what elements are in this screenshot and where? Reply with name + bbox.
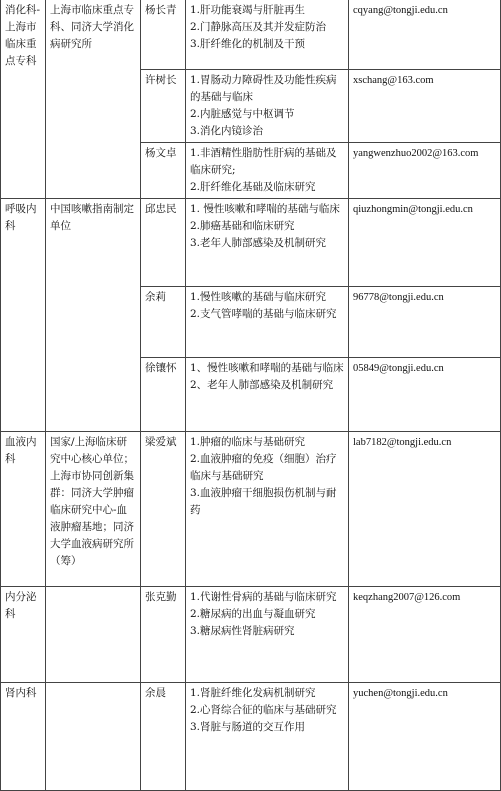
base-cell bbox=[46, 0, 141, 199]
email-text: lab7182@tongji.edu.cn bbox=[353, 437, 452, 448]
direction-item: 2.支气管哮喘的基础与临床研究 bbox=[190, 308, 337, 320]
email-cell bbox=[349, 358, 501, 432]
researcher-name: 杨文卓 bbox=[145, 147, 177, 159]
base-cell bbox=[46, 432, 141, 587]
direction-cell bbox=[186, 358, 349, 432]
research-base: 上海市临床重点专科、同济大学消化病研究所 bbox=[50, 4, 134, 50]
direction-item: 2.内脏感觉与中枢调节 bbox=[190, 108, 295, 120]
direction-item: 1. 慢性咳嗽和哮喘的基础与临床 bbox=[190, 203, 340, 215]
name-cell bbox=[141, 0, 186, 70]
email-text: 05849@tongji.edu.cn bbox=[353, 363, 444, 374]
direction-item: 2.肝纤维化基础及临床研究 bbox=[190, 181, 316, 193]
direction-cell bbox=[186, 432, 349, 587]
name-cell bbox=[141, 143, 186, 199]
direction-cell bbox=[186, 70, 349, 143]
direction-item: 2.门静脉高压及其并发症防治 bbox=[190, 21, 327, 33]
researcher-name: 杨长青 bbox=[145, 4, 177, 16]
base-cell bbox=[46, 683, 141, 791]
department-cell bbox=[1, 683, 46, 791]
department-name: 内分泌科 bbox=[5, 591, 37, 620]
direction-item: 2.糖尿病的出血与凝血研究 bbox=[190, 608, 316, 620]
table-row bbox=[1, 432, 501, 587]
department-cell bbox=[1, 432, 46, 587]
researcher-name: 许树长 bbox=[145, 74, 177, 86]
email-text: keqzhang2007@126.com bbox=[353, 592, 461, 603]
email-text: yangwenzhuo2002@163.com bbox=[353, 148, 479, 159]
department-cell bbox=[1, 0, 46, 199]
name-cell bbox=[141, 432, 186, 587]
direction-item: 1.代谢性骨病的基础与临床研究 bbox=[190, 591, 337, 603]
email-cell bbox=[349, 587, 501, 683]
direction-item: 3.消化内镜诊治 bbox=[190, 125, 264, 137]
direction-cell bbox=[186, 683, 349, 791]
direction-item: 1.肿瘤的临床与基础研究 bbox=[190, 436, 306, 448]
department-cell bbox=[1, 199, 46, 432]
department-name: 血液内科 bbox=[5, 436, 37, 465]
name-cell bbox=[141, 358, 186, 432]
direction-item: 3.肾脏与肠道的交互作用 bbox=[190, 721, 306, 733]
base-cell bbox=[46, 199, 141, 432]
direction-item: 2.肺癌基础和临床研究 bbox=[190, 220, 295, 232]
name-cell bbox=[141, 70, 186, 143]
email-text: 96778@tongji.edu.cn bbox=[353, 292, 444, 303]
name-cell bbox=[141, 287, 186, 358]
department-name: 肾内科 bbox=[5, 687, 37, 699]
name-cell bbox=[141, 587, 186, 683]
email-text: cqyang@tongji.edu.cn bbox=[353, 5, 448, 16]
direction-item: 3.血液肿瘤干细胞损伤机制与耐药 bbox=[190, 487, 337, 516]
email-text: xschang@163.com bbox=[353, 75, 434, 86]
email-cell bbox=[349, 143, 501, 199]
email-text: yuchen@tongji.edu.cn bbox=[353, 688, 448, 699]
researcher-name: 张克勤 bbox=[145, 591, 177, 603]
direction-item: 2、老年人肺部感染及机制研究 bbox=[190, 379, 334, 391]
research-base: 国家/上海临床研究中心核心单位；上海市协同创新集群：同济大学肿瘤临床研究中心-血液肿瘤基地；同济大学血液病研究所（筹） bbox=[50, 436, 134, 567]
email-text: qiuzhongmin@tongji.edu.cn bbox=[353, 204, 473, 215]
direction-cell bbox=[186, 287, 349, 358]
email-cell bbox=[349, 432, 501, 587]
department-name: 呼吸内科 bbox=[5, 203, 37, 232]
table-row bbox=[1, 199, 501, 287]
direction-item: 1.非酒精性脂肪性肝病的基础及临床研究; bbox=[190, 147, 337, 176]
direction-cell bbox=[186, 199, 349, 287]
direction-item: 2.血液肿瘤的免疫（细胞）治疗临床与基础研究 bbox=[190, 453, 337, 482]
direction-item: 3.老年人肺部感染及机制研究 bbox=[190, 237, 327, 249]
email-cell bbox=[349, 287, 501, 358]
research-base: 中国咳嗽指南制定单位 bbox=[50, 203, 134, 232]
department-cell bbox=[1, 587, 46, 683]
researcher-name: 余莉 bbox=[145, 291, 166, 303]
direction-item: 1.肾脏纤维化发病机制研究 bbox=[190, 687, 316, 699]
direction-cell bbox=[186, 0, 349, 70]
direction-item: 3.肝纤维化的机制及干预 bbox=[190, 38, 306, 50]
direction-item: 1.胃肠动力障碍性及功能性疾病的基础与临床 bbox=[190, 74, 337, 103]
name-cell bbox=[141, 683, 186, 791]
base-cell bbox=[46, 587, 141, 683]
researcher-name: 梁爱斌 bbox=[145, 436, 177, 448]
direction-item: 2.心肾综合征的临床与基础研究 bbox=[190, 704, 337, 716]
researcher-name: 余晨 bbox=[145, 687, 166, 699]
direction-item: 1.慢性咳嗽的基础与临床研究 bbox=[190, 291, 327, 303]
direction-cell bbox=[186, 143, 349, 199]
direction-cell bbox=[186, 587, 349, 683]
name-cell bbox=[141, 199, 186, 287]
direction-item: 3.糖尿病性肾脏病研究 bbox=[190, 625, 295, 637]
direction-item: 1.肝功能衰竭与肝脏再生 bbox=[190, 4, 306, 16]
direction-item: 1、慢性咳嗽和哮喘的基础与临床 bbox=[190, 362, 344, 374]
email-cell bbox=[349, 683, 501, 791]
table-row bbox=[1, 587, 501, 683]
researcher-name: 邱忠民 bbox=[145, 203, 177, 215]
email-cell bbox=[349, 0, 501, 70]
email-cell bbox=[349, 70, 501, 143]
email-cell bbox=[349, 199, 501, 287]
table-row bbox=[1, 683, 501, 791]
table-row bbox=[1, 0, 501, 70]
department-name: 消化科-上海市临床重点专科 bbox=[5, 4, 41, 67]
researcher-name: 徐镶怀 bbox=[145, 362, 177, 374]
